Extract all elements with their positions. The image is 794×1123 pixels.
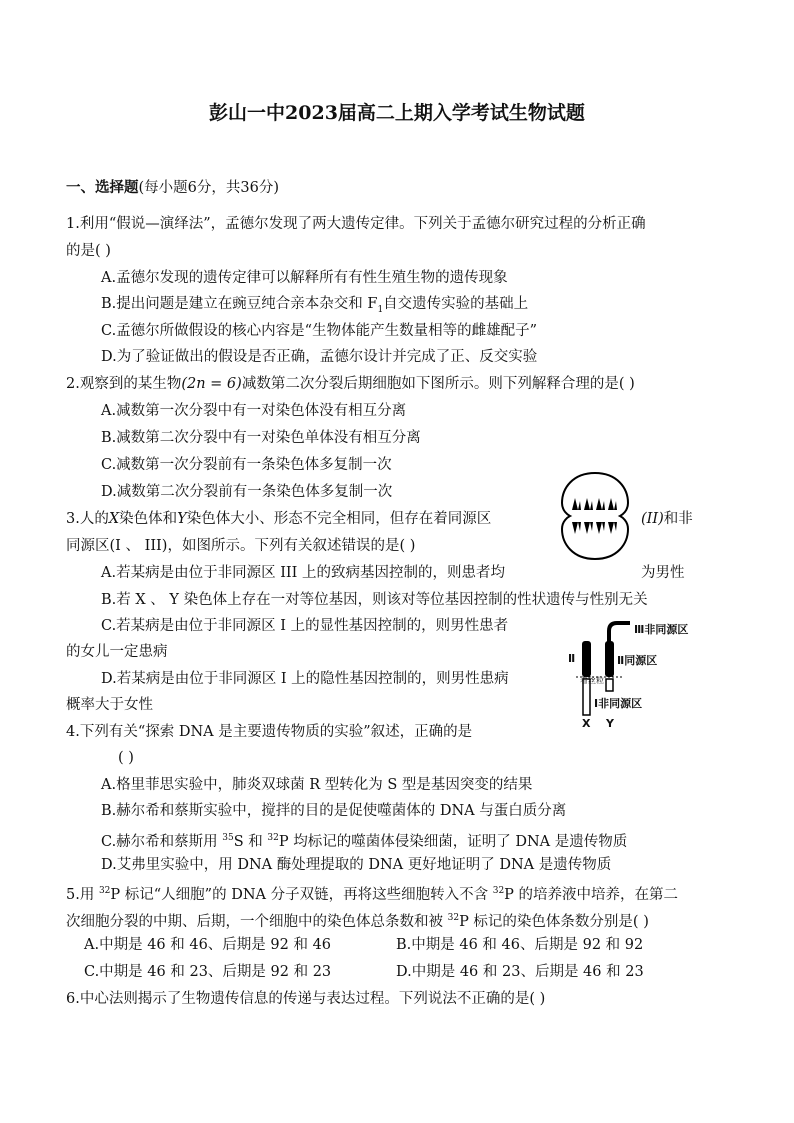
- q3-option-b: B.若 X 、 Y 染色体上存在一对等位基因，则该对等位基因控制的性状遗传与性别无关: [101, 592, 648, 608]
- section-heading: 一、选择题(每小题6分，共36分): [66, 179, 279, 196]
- q2-option-a: A.减数第一次分裂中有一对染色体没有相互分离: [101, 403, 407, 419]
- cell-figure: [558, 470, 632, 562]
- q2-option-c: C.减数第一次分裂前有一条染色体多复制一次: [101, 457, 392, 473]
- q4-stem: 4.下列有关“探索 DNA 是主要遗传物质的实验”叙述，正确的是: [66, 724, 473, 740]
- q4-option-d: D.艾弗里实验中，用 DNA 酶处理提取的 DNA 更好地证明了 DNA 是遗传物质: [101, 857, 612, 873]
- y-label: Y: [606, 717, 614, 730]
- q2-stem: 2.观察到的某生物(2n = 6)减数第二次分裂后期细胞如下图所示。则下列解释合理的是( ): [66, 376, 635, 392]
- q3-option-c-2: 的女儿一定患病: [66, 644, 168, 660]
- region-1-label: Ⅰ非同源区: [594, 697, 643, 710]
- q3-option-d: D.若某病是由位于非同源区 I 上的隐性基因控制的，则男性患病: [101, 671, 509, 687]
- q4-option-a: A.格里菲思实验中，肺炎双球菌 R 型转化为 S 型是基因突变的结果: [101, 777, 533, 793]
- region-3-label: Ⅲ非同源区: [634, 623, 689, 636]
- q4-option-c: C.赫尔希和蔡斯用 $^{35}$S 和 $^{32}$P 均标记的噬菌体侵染细菌，证明了 DNA 是遗传物质: [101, 833, 628, 850]
- q4-paren: ( ): [118, 750, 134, 766]
- q3-option-a-tail: 为男性: [641, 565, 685, 581]
- x-label: X: [582, 717, 591, 730]
- q6-stem: 6.中心法则揭示了生物遗传信息的传递与表达过程。下列说法不正确的是( ): [66, 991, 546, 1007]
- q2-option-b: B.减数第二次分裂中有一对染色单体没有相互分离: [101, 430, 421, 446]
- q3-stem: 3.人的X染色体和Y染色体大小、形态不完全相同，但存在着同源区: [66, 511, 492, 527]
- q3-option-c: C.若某病是由位于非同源区 I 上的显性基因控制的，则男性患者: [101, 618, 509, 634]
- q5-option-a: A.中期是 46 和 46、后期是 92 和 46: [84, 937, 332, 953]
- q1-stem-2: 的是( ): [66, 243, 111, 259]
- q1-option-a: A.孟德尔发现的遗传定律可以解释所有有性生殖生物的遗传现象: [101, 270, 508, 286]
- q3-option-d-2: 概率大于女性: [66, 697, 153, 713]
- q5-stem: 5.用 $^{32}$P 标记“人细胞”的 DNA 分子双链，再将这些细胞转入不含 $^{32}$P 的培养液中培养，在第二: [66, 886, 679, 903]
- region-2-label: Ⅱ同源区: [617, 654, 658, 667]
- q3-stem-tail: (II)和非: [641, 511, 693, 527]
- q1-option-b: B.提出问题是建立在豌豆纯合亲本杂交和 $F_1$自交遗传实验的基础上: [101, 296, 529, 315]
- q1-option-d: D.为了验证做出的假设是否正确，孟德尔设计并完成了正、反交实验: [101, 349, 538, 365]
- page-title: 彭山一中2023届高二上期入学考试生物试题: [209, 102, 585, 124]
- q4-option-b: B.赫尔希和蔡斯实验中，搅拌的目的是促使噬菌体的 DNA 与蛋白质分离: [101, 803, 567, 819]
- q5-option-c: C.中期是 46 和 23、后期是 92 和 23: [84, 964, 332, 980]
- q2-option-d: D.减数第二次分裂前有一条染色体多复制一次: [101, 484, 393, 500]
- q3-stem-2: 同源区(I 、 III)，如图所示。下列有关叙述错误的是( ): [66, 538, 416, 554]
- q1-stem: 1.利用“假说—演绎法”，孟德尔发现了两大遗传定律。下列关于孟德尔研究过程的分析正确: [66, 216, 646, 232]
- centromere-label: 着丝粒: [580, 676, 604, 685]
- q5-option-d: D.中期是 46 和 23、后期是 46 和 23: [396, 964, 644, 980]
- q5-option-b: B.中期是 46 和 46、后期是 92 和 92: [396, 937, 644, 953]
- xy-chromosome-figure: [560, 617, 700, 735]
- q5-stem-2: 次细胞分裂的中期、后期，一个细胞中的染色体总条数和被 $^{32}$P 标记的染色体条数分别是( ): [66, 913, 649, 930]
- q3-option-a: A.若某病是由位于非同源区 III 上的致病基因控制的，则患者均: [101, 565, 505, 581]
- region-2-left-label: Ⅱ: [568, 652, 576, 665]
- q1-option-c: C.孟德尔所做假设的核心内容是“生物体能产生数量相等的雌雄配子”: [101, 323, 538, 339]
